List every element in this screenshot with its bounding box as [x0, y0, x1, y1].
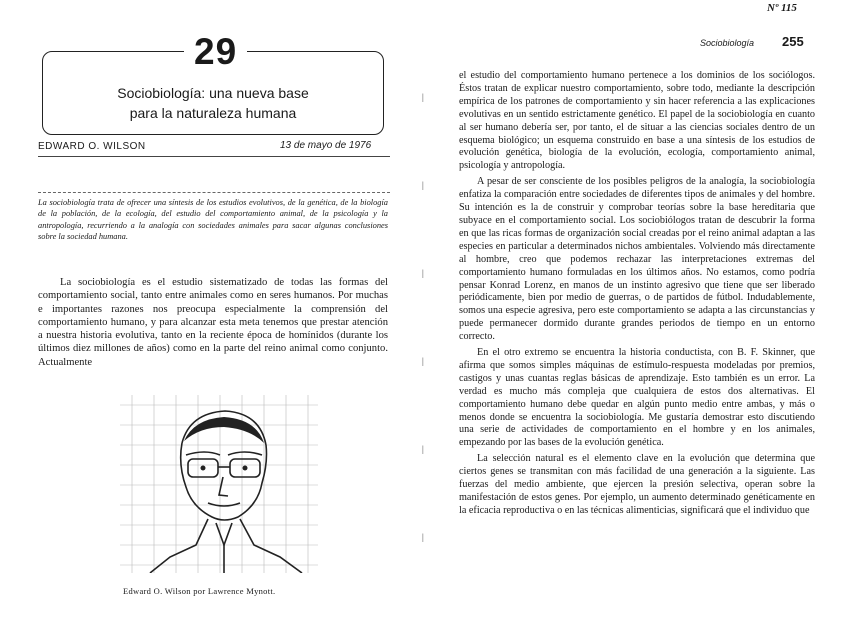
paragraph: el estudio del comportamiento humano pertenece a los dominios de los sociólogos. Éstos tratan de explicar nuestro comportamiento, sobre todo, mediante la descripción empírica de los patrones de comportamiento y sin hacer referencia a las explicaciones evolutivas en un sentido estrictamente genético. El papel de la sociobiología en cuanto al ser humano debería ser, por tanto, el de situar a las ciencias sociales dentro de un esquema biológico; un esquema construido en base a una síntesis de los estudios de evolución genética, biología de la evolución, ecología, comportamiento animal, psicología y antropología. — [459, 70, 815, 172]
page-number: 255 — [782, 34, 804, 49]
paragraph: A pesar de ser consciente de los posibles peligros de la analogía, la sociobiología enfatiza la comparación entre sociedades de diferentes tipos de animales y del hombre. Su intención es la de construir y comprobar teorías sobre la base hereditaria que subyace en el comportamiento social. Los sociobiólogos tratan de descubrir la forma en que las ricas formas de organización social creadas por el reino animal adaptan a las especies en particular a determinados nichos ambientales. Volviendo más directamente al hombre, creo que podemos rechazar las interpretaciones extremas del comportamiento humano formuladas en los últimos años. No estamos, como podría pensar Konrad Lorenz, en manos de un instinto agresivo que tiene que ser liberado periódicamente, bien por medio de guerras, o de partidos de fútbol. Indudablemente, somos una especie agresiva, pero este comportamiento se adapta a las circunstancias y puede permanecer dormido durante grandes periodos de tiempo en un entorno correcto. — [459, 176, 815, 343]
binding-mark: | — [422, 532, 424, 542]
running-title: Sociobiología — [700, 38, 755, 48]
author-name: EDWARD O. WILSON — [38, 141, 146, 152]
publication-date: 13 de mayo de 1976 — [280, 140, 372, 151]
abstract: La sociobiología trata de ofrecer una síntesis de los estudios evolutivos, de la genética, de la biología de la población, de la ecología, del estudio del comportamiento animal, de la psicología y la antropología, recurriendo a la analogía con sociedades animales para sacar algunas conclusiones sobre la sociedad humana. — [38, 198, 388, 241]
chapter-title — [42, 83, 384, 123]
divider — [38, 156, 390, 157]
paragraph: La selección natural es el elemento clave en la evolución que determina que ciertos genes se transmitan con más facilidad de una generación a la siguiente. Las fuerzas del medio ambiente, que ejercen la presión selectiva, operan sobre la manifestación de estos genes. Por ejemplo, un aumento determinado genéticamente en la eficacia reproductiva o en las técnicas alimenticias, significará que el individuo que — [459, 453, 815, 516]
binding-mark: | — [422, 180, 424, 190]
portrait-illustration — [120, 395, 318, 573]
paragraph: En el otro extremo se encuentra la historia conductista, con B. F. Skinner, que afirma que somos simples máquinas de estímulo-respuesta modeladas por premios, castigos y unas cuantas reglas básicas de aprendizaje. Esto también es un error. La verdad es mucho más compleja que cualquiera de estos dos alternativas. El comportamiento humano debe quedar en algún punto medio entre ambas, y más o menos donde se encuentra la sociobiología. Me gustaría demostrar esto discutiendo una serie de actividades de comportamiento en el hombre y en los animales, empezando por las bases de la evolución genética. — [459, 347, 815, 449]
binding-mark: | — [422, 356, 424, 366]
paragraph: La sociobiología es el estudio sistematizado de todas las formas del comportamiento social, tanto entre animales como en seres humanos. Por muchas e importantes razones nos preocupa especialmente la comprensión del comportamiento humano, y para alcanzar esta meta tenemos que prestar atención a nuestra historia evolutiva, tanto en la reciente época de homínidos (durante los últimos diez millones de años) como en la parte del reino animal como conjunto. Actualmente — [38, 277, 388, 368]
divider — [38, 192, 390, 193]
right-column-body — [459, 70, 815, 521]
left-column-body — [38, 276, 388, 369]
binding-mark: | — [422, 444, 424, 454]
chapter-title-line2: para la naturaleza humana — [129, 105, 297, 121]
chapter-number: 29 — [184, 31, 247, 73]
binding-mark: | — [422, 92, 424, 102]
issue-number: Nº 115 — [767, 2, 797, 14]
chapter-title-line1: Sociobiología: una nueva base — [117, 85, 309, 101]
binding-mark: | — [422, 268, 424, 278]
portrait-caption: Edward O. Wilson por Lawrence Mynott. — [123, 586, 276, 596]
